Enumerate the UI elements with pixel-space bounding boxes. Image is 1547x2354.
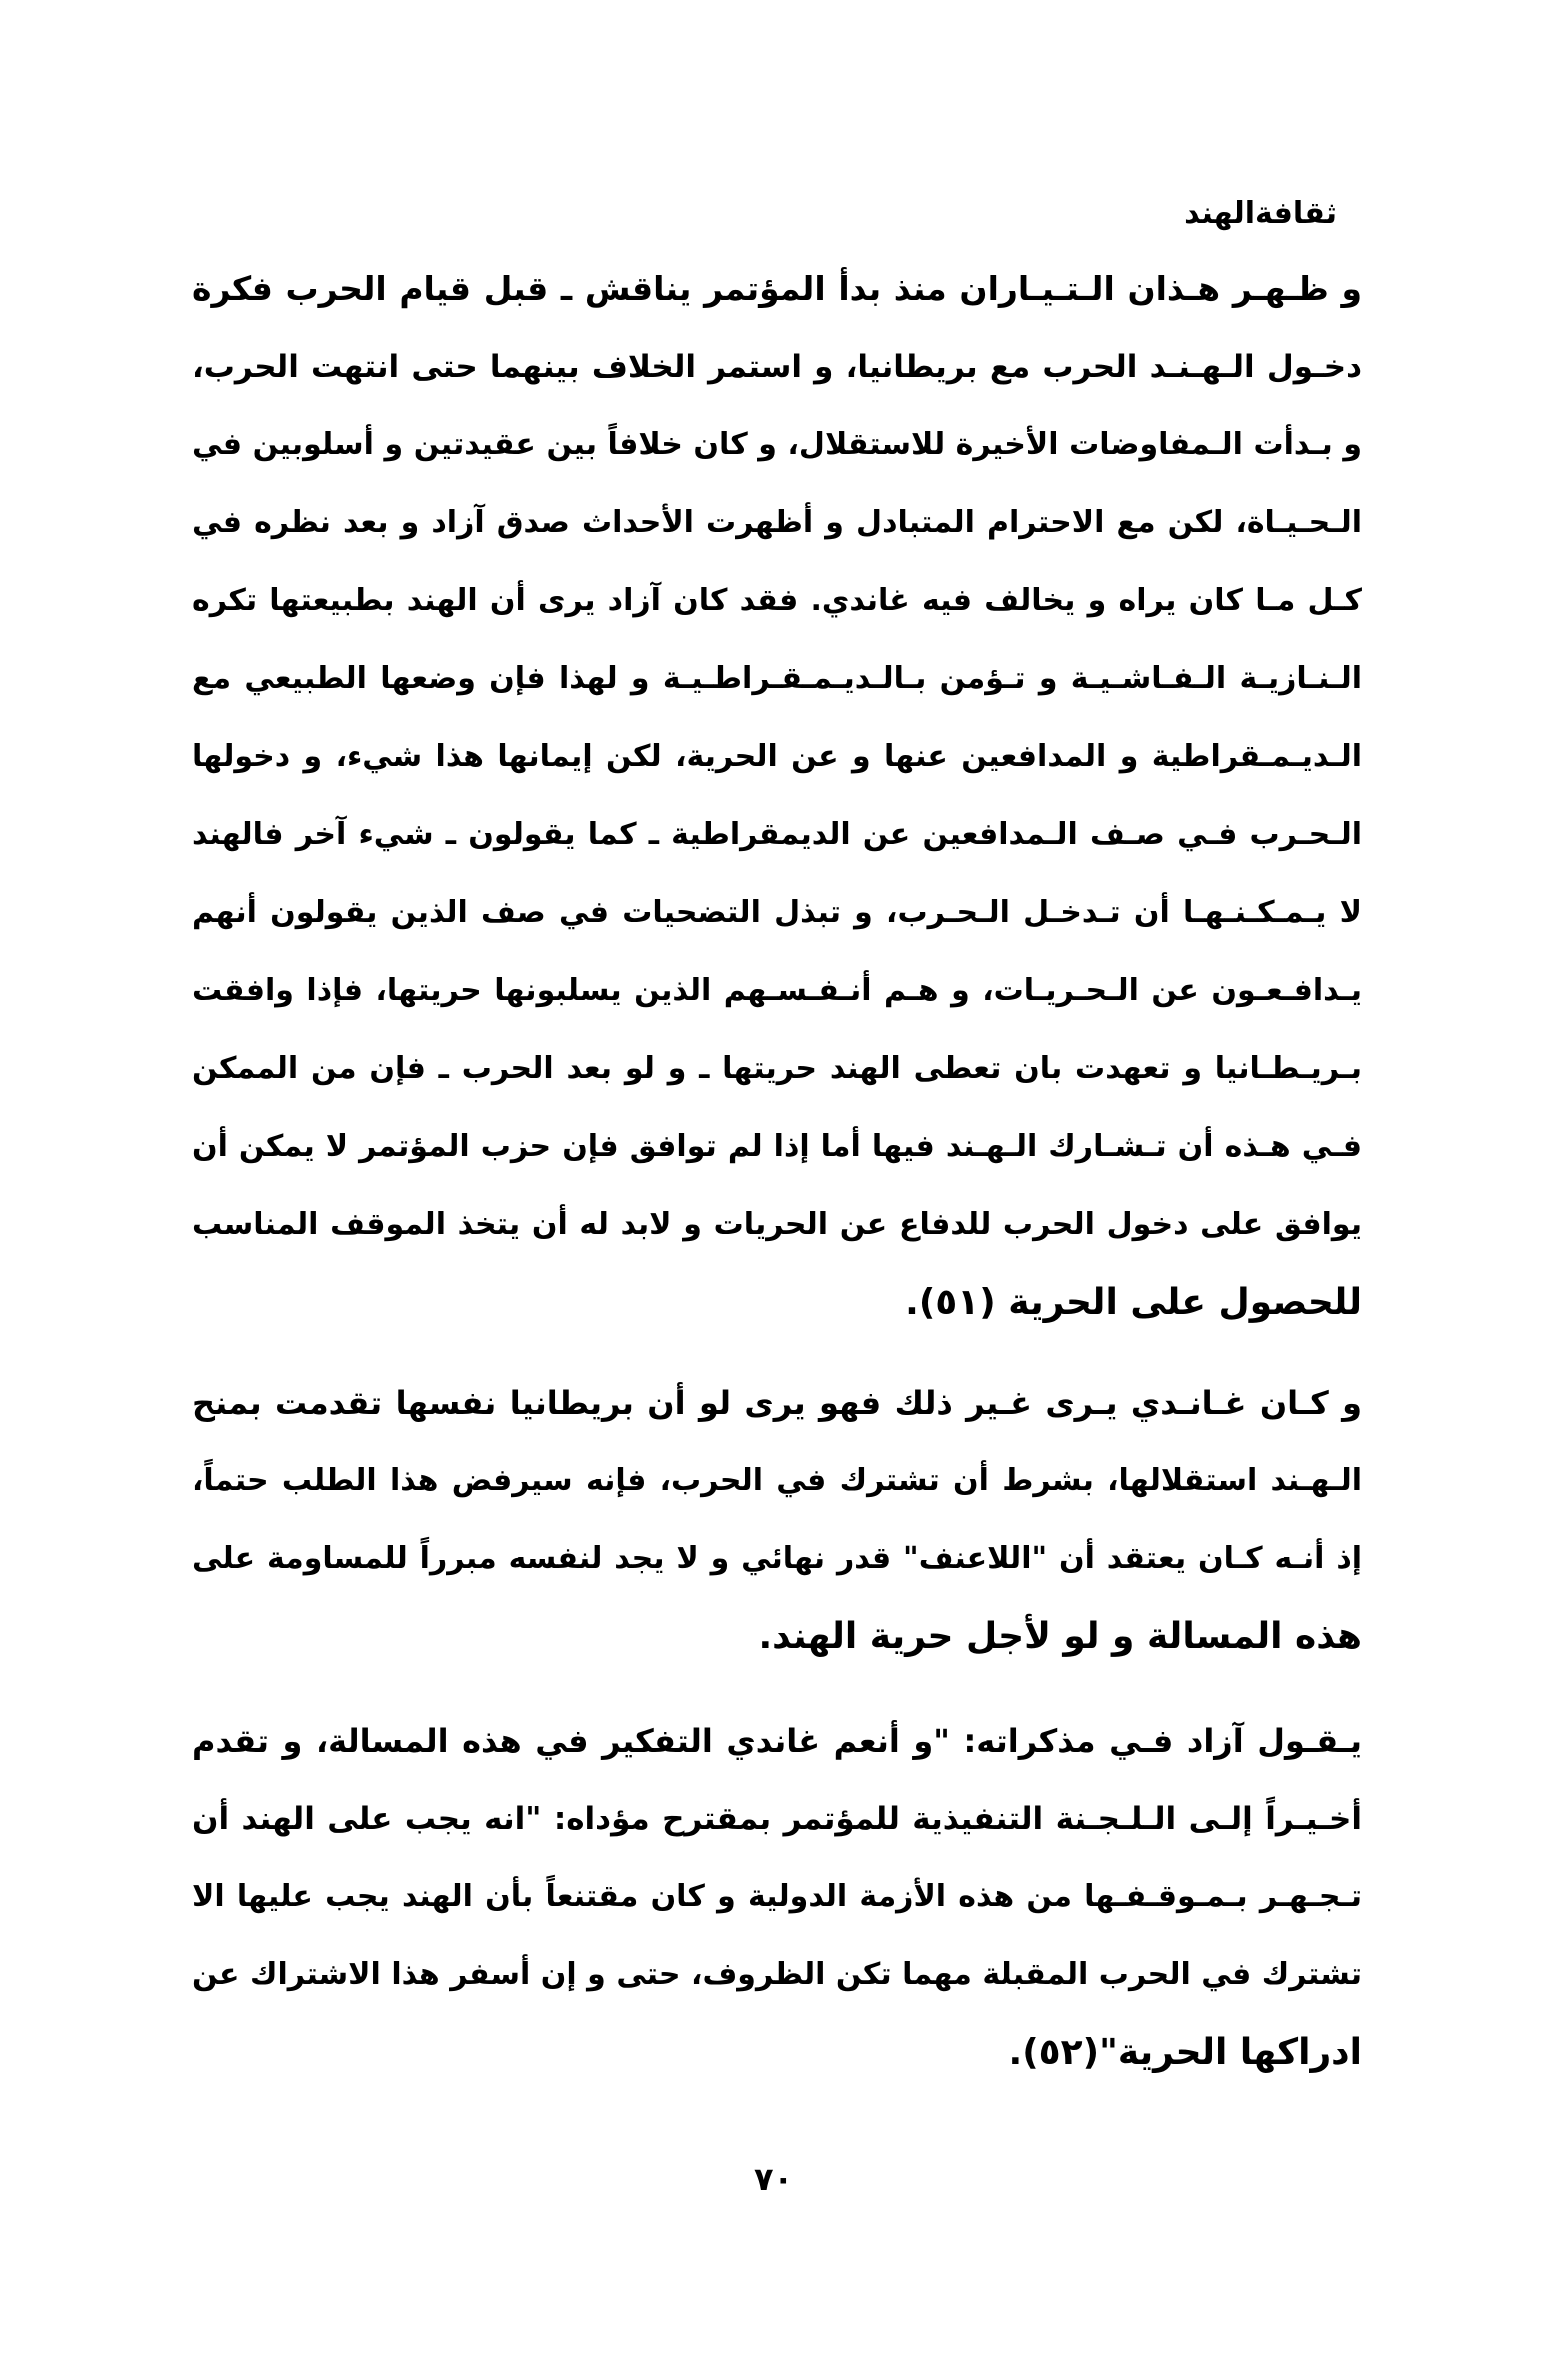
text-line: الـهـند استقلالها، بشرط أن تشترك في الحرب، فإنه سيرفض هذا الطلب حتماً، [192,1463,1362,1498]
text-line: الـنـازيـة الـفـاشـيـة و تـؤمن بـالـديـمـقـراطـيـة و لهذا فإن وضعها الطبيعي مع [192,661,1362,696]
text-line: و كـان غـانـدي يـرى غـير ذلك فهو يرى لو أن بريطانيا نفسها تقدمت بمنح [192,1384,1362,1422]
text-line: و بـدأت الـمفاوضات الأخيرة للاستقلال، و كان خلافاً بين عقيدتين و أسلوبين في [192,427,1362,462]
page-number: ٧٠ [753,2160,794,2198]
text-line: دخـول الـهـنـد الحرب مع بريطانيا، و استمر الخلاف بينهما حتى انتهت الحرب، [192,349,1362,385]
paragraph-gap [192,1676,1362,1702]
text-line: يـقـول آزاد فـي مذكراته: "و أنعم غاندي التفكير في هذه المسالة، و تقدم [192,1722,1362,1760]
text-line: الـحـرب فـي صـف الـمدافعين عن الديمقراطية ـ كما يقولون ـ شيء آخر فالهند [192,817,1362,852]
body-text [192,250,1362,2092]
text-line: ادراكها الحرية"(٥٢). [1008,2032,1362,2073]
text-line: و ظـهـر هـذان الـتـيـاران منذ بدأ المؤتمر يناقش ـ قبل قيام الحرب فكرة [192,269,1362,308]
text-line: فـي هـذه أن تـشـارك الـهـند فيها أما إذا لم توافق فإن حزب المؤتمر لا يمكن أن [192,1129,1362,1164]
text-line: الـديـمـقراطية و المدافعين عنها و عن الحرية، لكن إيمانها هذا شيء، و دخولها [192,739,1362,774]
text-line: يـدافـعـون عن الـحـريـات، و هـم أنـفـسـهم الذين يسلبونها حريتها، فإذا وافقت [192,973,1362,1008]
text-line: أخـيـراً إلـى الـلـجـنة التنفيذية للمؤتمر بمقترح مؤداه: "انه يجب على الهند أن [192,1801,1362,1837]
text-line: تشترك في الحرب المقبلة مهما تكن الظروف، حتى و إن أسفر هذا الاشتراك عن [192,1957,1362,1992]
text-line: كـل مـا كان يراه و يخالف فيه غاندي. فقد كان آزاد يرى أن الهند بطبيعتها تكره [192,583,1362,618]
text-line: لا يـمـكـنـهـا أن تـدخـل الـحـرب، و تبذل التضحيات في صف الذين يقولون أنهم [192,895,1362,930]
running-header: ثقافةالهند [1184,196,1337,231]
text-line: للحصول على الحرية (٥١). [905,1282,1362,1323]
text-line: إذ أنـه كـان يعتقد أن "اللاعنف" قدر نهائي و لا يجد لنفسه مبرراً للمساومة على [192,1541,1362,1576]
text-line: الـحـيـاة، لكن مع الاحترام المتبادل و أظهرت الأحداث صدق آزاد و بعد نظره في [192,505,1362,540]
paragraph-gap [192,1342,1362,1364]
paragraph-3 [192,1702,1362,2092]
paragraph-1 [192,250,1362,1342]
text-line: تـجـهـر بـمـوقـفـها من هذه الأزمة الدولية و كان مقتنعاً بأن الهند يجب عليها الا [192,1879,1362,1914]
text-line: يوافق على دخول الحرب للدفاع عن الحريات و لابد له أن يتخذ الموقف المناسب [192,1207,1362,1242]
text-line: هذه المسالة و لو لأجل حرية الهند. [758,1616,1362,1657]
paragraph-2 [192,1364,1362,1676]
text-line: بـريـطـانيا و تعهدت بان تعطى الهند حريتها ـ و لو بعد الحرب ـ فإن من الممكن [192,1051,1362,1086]
